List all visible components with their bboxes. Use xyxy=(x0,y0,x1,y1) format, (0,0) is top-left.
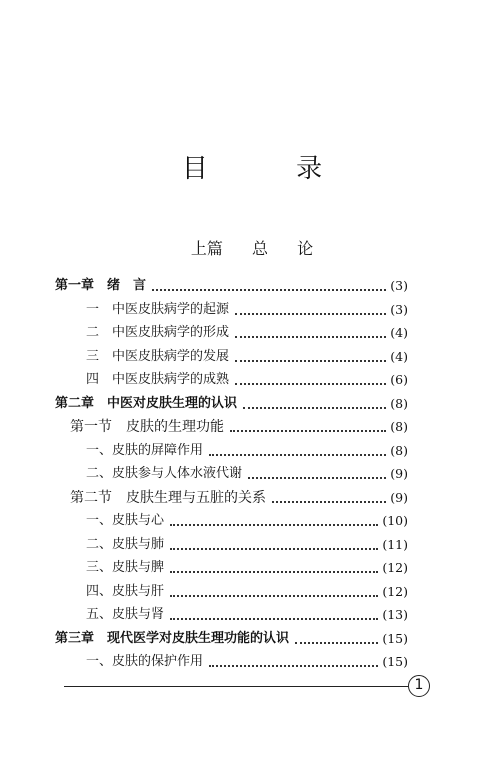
toc-entry xyxy=(0,510,504,532)
toc-entry xyxy=(0,581,504,603)
toc-entry-page: (9) xyxy=(390,489,408,505)
toc-entry-label: 三、皮肤与脾 xyxy=(86,557,164,579)
toc-entry-page: (13) xyxy=(382,607,408,622)
toc-entry-page: (8) xyxy=(390,419,408,434)
toc-entry-leader xyxy=(243,407,386,409)
toc-entry-leader xyxy=(295,642,378,644)
part-heading-2: 总 xyxy=(251,239,268,258)
toc-entry-leader xyxy=(235,383,386,385)
toc-entry-label: 三 中医皮肤病学的发展 xyxy=(86,346,229,368)
toc-entry-label: 第三章 现代医学对皮肤生理功能的认识 xyxy=(55,628,289,650)
toc-entry-leader xyxy=(170,595,378,597)
toc-entry xyxy=(0,346,504,368)
toc-entry-label: 二、皮肤与肺 xyxy=(86,534,164,556)
toc-entry-page: (12) xyxy=(382,560,408,575)
toc-entry-label: 一 中医皮肤病学的起源 xyxy=(86,299,229,321)
toc-entry xyxy=(0,534,504,556)
toc-entry xyxy=(0,604,504,626)
toc-entry-leader xyxy=(230,430,386,432)
toc-entry-leader xyxy=(170,571,378,573)
toc-entry-page: (15) xyxy=(382,654,408,669)
toc-entry-page: (8) xyxy=(390,395,408,411)
toc-entry-leader xyxy=(272,501,386,503)
toc-entry-leader xyxy=(170,618,378,620)
toc-entry-label: 一、皮肤与心 xyxy=(86,510,164,532)
toc-entry-label: 五、皮肤与肾 xyxy=(86,604,164,626)
toc-entry-label: 第二节 皮肤生理与五脏的关系 xyxy=(70,487,266,509)
toc-entry-leader xyxy=(209,454,386,456)
part-heading-1: 上篇 xyxy=(190,239,223,258)
toc-entry xyxy=(0,322,504,344)
part-heading-3: 论 xyxy=(297,239,314,258)
toc-entry-label: 第一章 绪 言 xyxy=(55,275,146,297)
footer-rule xyxy=(64,686,408,687)
toc-entry-page: (10) xyxy=(382,513,408,528)
toc-entry-leader xyxy=(235,360,386,362)
toc-entry-label: 第二章 中医对皮肤生理的认识 xyxy=(55,393,237,415)
toc-entry xyxy=(0,393,504,415)
toc-entry-leader xyxy=(235,336,386,338)
toc-entry-label: 四 中医皮肤病学的成熟 xyxy=(86,369,229,391)
toc-entry-label: 一、皮肤的屏障作用 xyxy=(86,440,203,462)
toc-entry xyxy=(0,628,504,650)
toc-entry-page: (12) xyxy=(382,583,408,599)
toc-entry xyxy=(0,299,504,321)
toc-entry-leader xyxy=(235,313,386,315)
toc-entry-leader xyxy=(248,477,386,479)
toc-entry-page: (3) xyxy=(390,278,408,293)
page-number: 1 xyxy=(408,675,430,697)
toc-entry-label: 二、皮肤参与人体水液代谢 xyxy=(86,463,242,485)
toc-entry xyxy=(0,369,504,391)
toc-entry-page: (9) xyxy=(390,466,408,481)
toc-entry xyxy=(0,557,504,579)
toc-entry-label: 二 中医皮肤病学的形成 xyxy=(86,322,229,344)
toc-entry-label: 一、皮肤的保护作用 xyxy=(86,651,203,673)
toc-entry xyxy=(0,651,504,673)
toc-entry xyxy=(0,416,504,438)
toc-entry-leader xyxy=(170,548,378,550)
toc-entry xyxy=(0,487,504,509)
toc-entry-page: (6) xyxy=(390,372,408,387)
toc-entry-page: (15) xyxy=(382,630,408,646)
toc-entry-leader xyxy=(170,524,378,526)
toc-title: 目 录 xyxy=(181,154,363,184)
toc-entry-page: (4) xyxy=(390,325,408,340)
toc-entry-label: 四、皮肤与肝 xyxy=(86,581,164,603)
toc-entry-page: (4) xyxy=(390,348,408,364)
toc-entry xyxy=(0,275,504,297)
part-heading xyxy=(0,236,504,259)
toc-entry-leader xyxy=(152,289,386,291)
toc-entry-label: 第一节 皮肤的生理功能 xyxy=(70,416,224,438)
toc-entry xyxy=(0,463,504,485)
toc-entry-page: (11) xyxy=(382,536,408,552)
toc-entry-leader xyxy=(209,665,378,667)
toc-entry-page: (3) xyxy=(390,301,408,317)
toc-entry-page: (8) xyxy=(390,442,408,458)
toc-entry xyxy=(0,440,504,462)
